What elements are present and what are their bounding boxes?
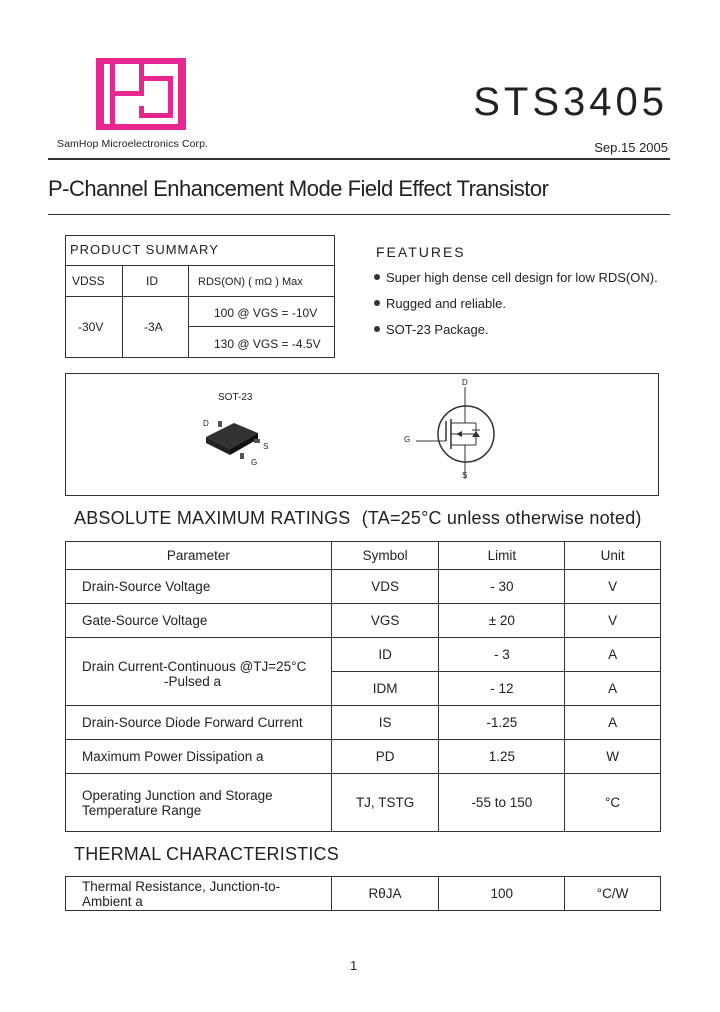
title-rule <box>48 214 670 215</box>
table-row: Drain-Source Voltage VDS - 30 V <box>66 570 661 604</box>
symbol-pin-g: G <box>404 435 411 444</box>
package-pin-g: G <box>251 458 258 467</box>
feature-item: Rugged and reliable. <box>374 296 506 311</box>
ps-rds-value-1: 100 @ VGS = -10V <box>214 306 318 320</box>
bullet-icon <box>374 326 380 332</box>
ps-col-vdss: VDSS <box>72 274 105 288</box>
part-number: STS3405 <box>473 80 668 124</box>
page-number: 1 <box>350 958 358 973</box>
features-heading: FEATURES <box>376 244 466 260</box>
product-summary-heading: PRODUCT SUMMARY <box>66 236 334 266</box>
package-pin-d: D <box>203 419 209 428</box>
thermal-table <box>65 876 661 911</box>
abs-max-table <box>65 541 661 832</box>
table-header-row: Parameter Symbol Limit Unit <box>66 542 661 570</box>
symbol-pin-s: S <box>462 471 468 480</box>
ps-col-id: ID <box>146 274 158 288</box>
table-row: Thermal Resistance, Junction-to-Ambient a RθJA 100 °C/W <box>66 877 661 911</box>
table-row: Maximum Power Dissipation a PD 1.25 W <box>66 740 661 774</box>
package-label: SOT-23 <box>218 392 253 403</box>
feature-item: Super high dense cell design for low RDS(ON). <box>374 270 658 285</box>
bullet-icon <box>374 300 380 306</box>
bullet-icon <box>374 274 380 280</box>
ps-rds-value-2: 130 @ VGS = -4.5V <box>214 337 321 351</box>
ps-id-value: -3A <box>144 320 163 334</box>
header-rule <box>48 158 670 160</box>
table-row: IDM - 12 A <box>66 672 661 706</box>
doc-date: Sep.15 2005 <box>594 140 668 155</box>
abs-max-condition: (TA=25°C unless otherwise noted) <box>361 508 642 528</box>
doc-title: P-Channel Enhancement Mode Field Effect Transistor <box>48 176 549 201</box>
thermal-heading: THERMAL CHARACTERISTICS <box>74 844 339 864</box>
package-diagram-box <box>65 373 659 496</box>
ps-col-rds: RDS(ON) ( mΩ ) Max <box>198 276 303 288</box>
abs-max-heading: ABSOLUTE MAXIMUM RATINGS (TA=25°C unless otherwise noted) <box>74 508 642 528</box>
ps-vdss-value: -30V <box>78 320 104 334</box>
feature-item: SOT-23 Package. <box>374 322 489 337</box>
package-pin-s: S <box>263 442 269 451</box>
company-name: SamHop Microelectronics Corp. <box>57 138 209 150</box>
table-row: Drain Current-Continuous @TJ=25°C -Pulsed a ID - 3 A <box>66 638 661 672</box>
sot23-package-drawing <box>196 409 286 469</box>
product-summary-table <box>65 235 335 358</box>
table-row: Gate-Source Voltage VGS ± 20 V <box>66 604 661 638</box>
table-row: Drain-Source Diode Forward Current IS -1.25 A <box>66 706 661 740</box>
symbol-pin-d: D <box>462 378 468 387</box>
samhop-logo <box>96 58 186 130</box>
table-row: Operating Junction and Storage Temperature Range TJ, TSTG -55 to 150 °C <box>66 774 661 832</box>
